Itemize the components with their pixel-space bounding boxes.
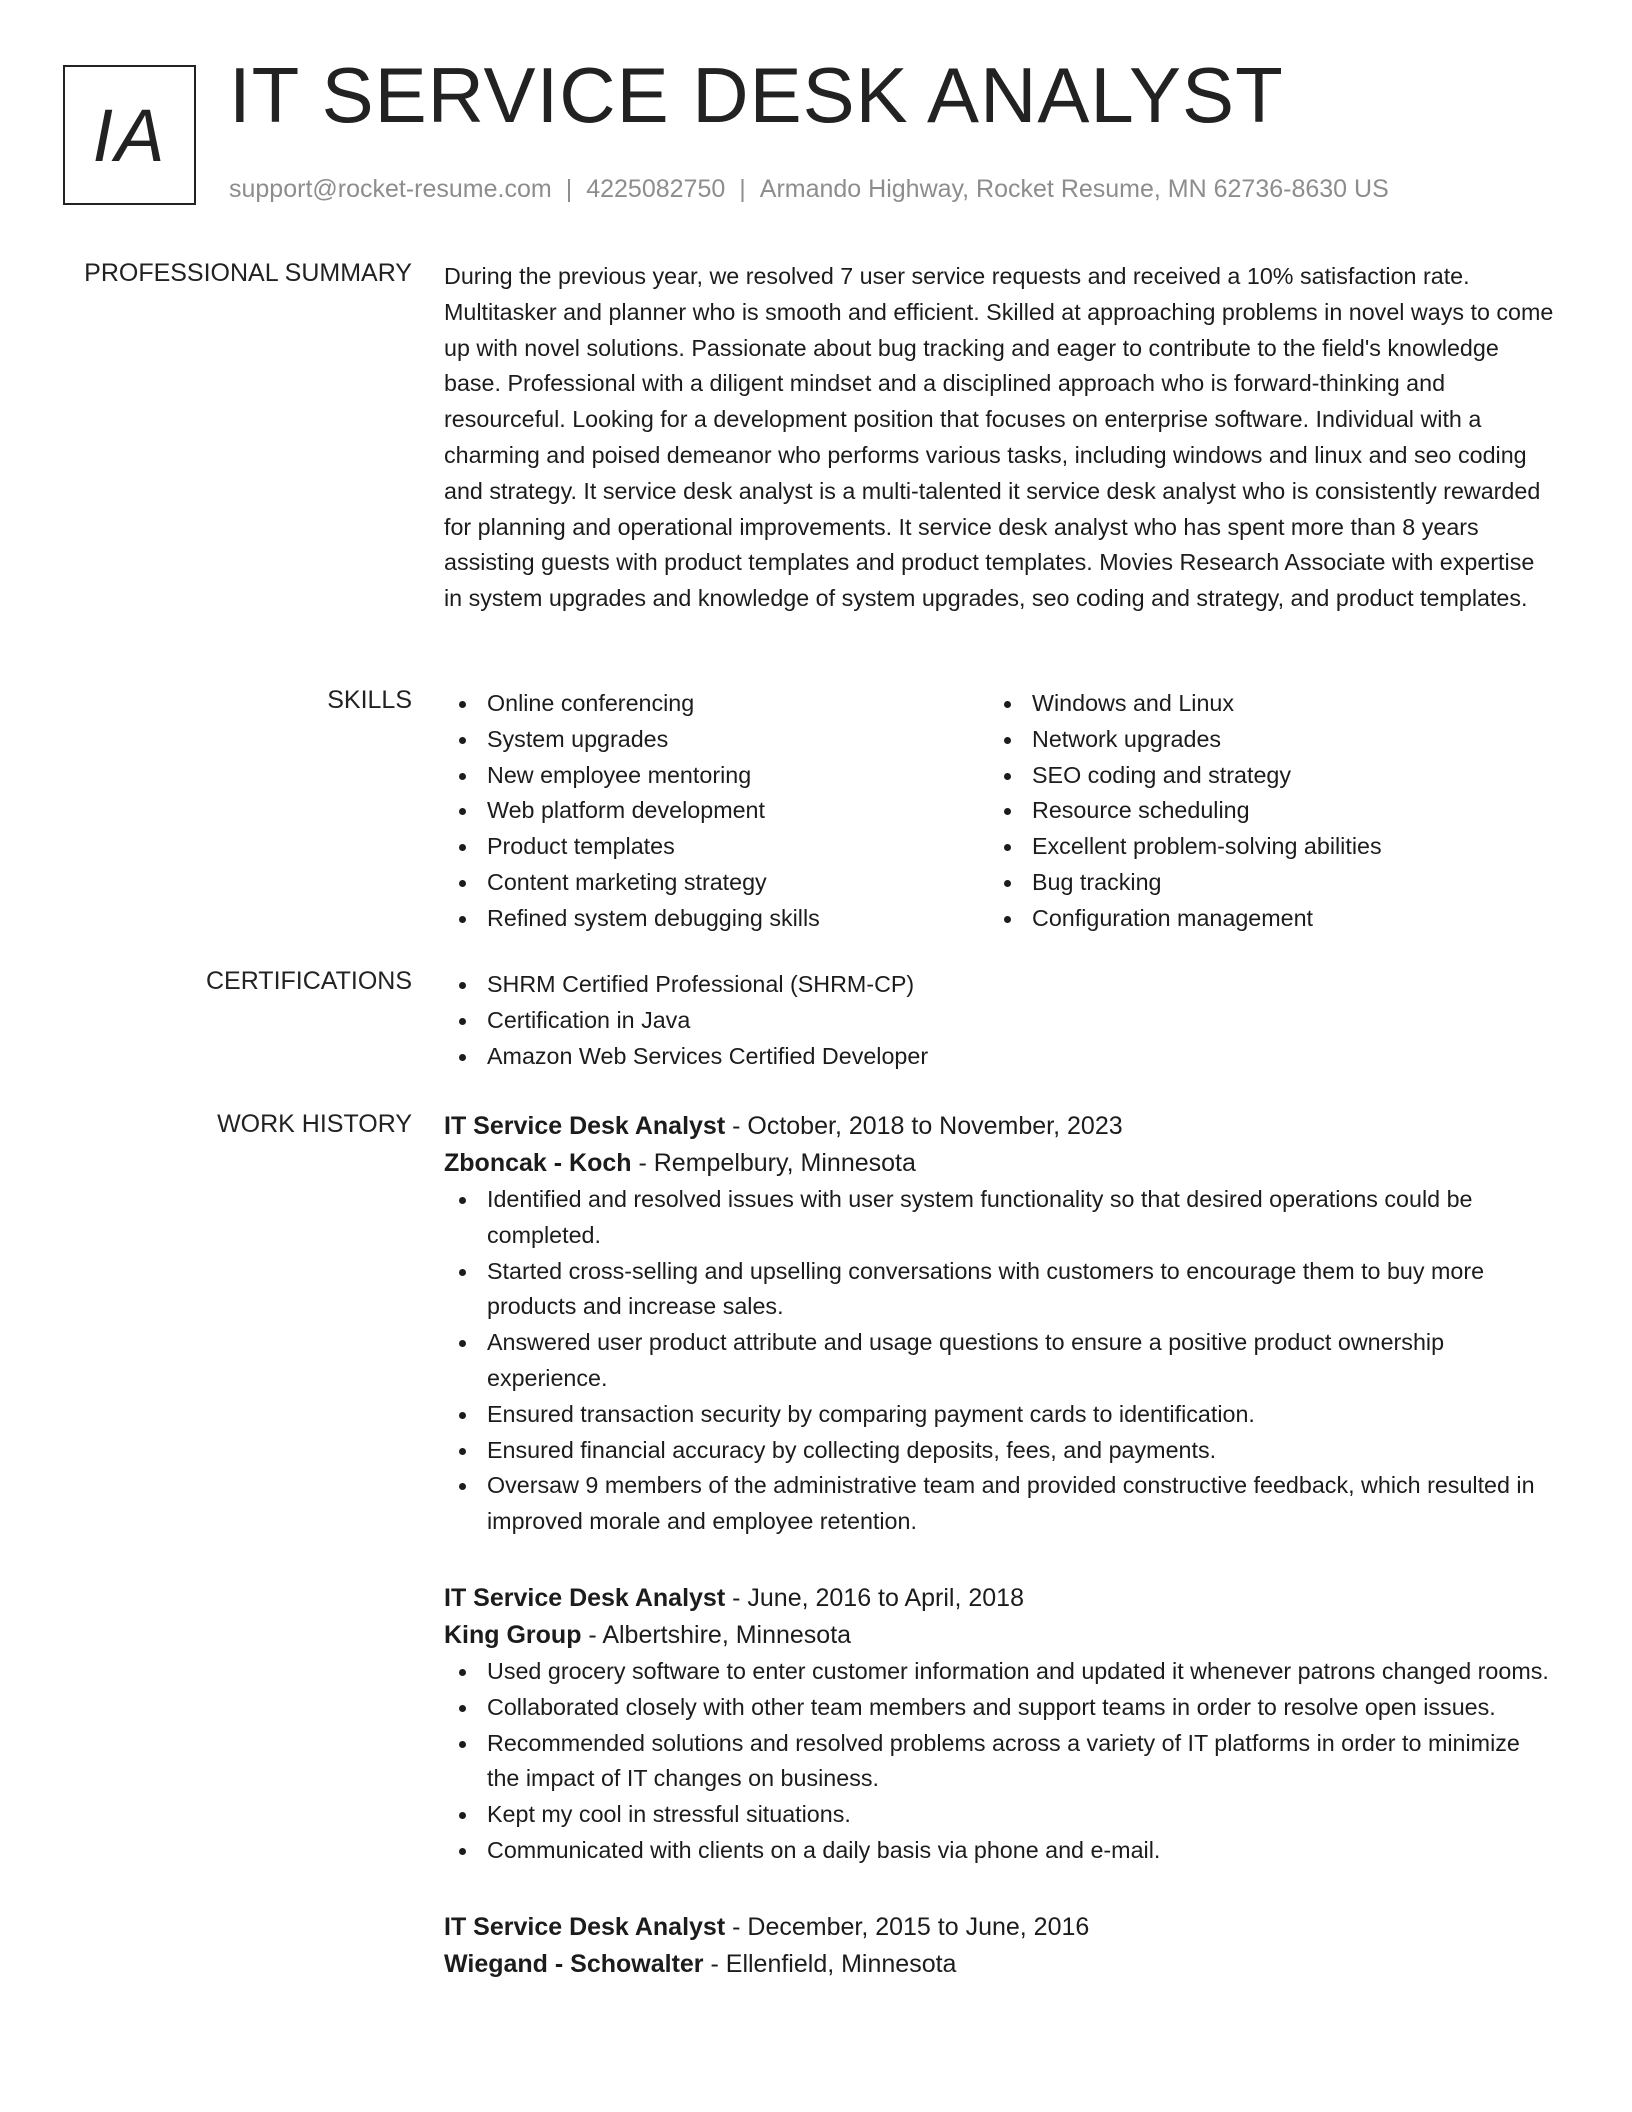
skill-item: Resource scheduling	[989, 793, 1534, 829]
job-dates: - December, 2015 to June, 2016	[725, 1912, 1090, 1941]
certifications-heading: CERTIFICATIONS	[205, 967, 412, 995]
contact-phone[interactable]: 4225082750	[586, 175, 726, 203]
resume-title: IT SERVICE DESK ANALYST	[229, 51, 1284, 139]
job-location: - Rempelbury, Minnesota	[631, 1149, 916, 1177]
job-bullet: Recommended solutions and resolved problems across a variety of IT platforms in order to minimize the impact of IT changes on business.	[444, 1726, 1554, 1798]
monogram-logo: IA	[63, 65, 196, 205]
job-bullet: Started cross-selling and upselling conversations with customers to encourage them to buy more products and increase sales.	[444, 1254, 1554, 1326]
job-company-line	[444, 1145, 1554, 1182]
skill-item: Product templates	[444, 829, 989, 865]
job-bullet: Collaborated closely with other team members and support teams in order to resolve open issues.	[444, 1690, 1554, 1726]
skills-list-right	[989, 686, 1534, 937]
job-bullet: Answered user product attribute and usage questions to ensure a positive product ownership experience.	[444, 1325, 1554, 1397]
certification-item: SHRM Certified Professional (SHRM-CP)	[444, 967, 1554, 1003]
job-bullet: Ensured transaction security by comparing payment cards to identification.	[444, 1397, 1554, 1433]
job-location: - Ellenfield, Minnesota	[703, 1949, 957, 1978]
job-title: IT Service Desk Analyst	[444, 1112, 726, 1140]
job-bullet-list	[444, 1182, 1554, 1540]
job-title: IT Service Desk Analyst	[444, 1912, 726, 1941]
contact-line	[229, 175, 1389, 204]
job-title-line	[444, 1909, 1554, 1946]
job-company: Wiegand - Schowalter	[444, 1949, 704, 1978]
contact-separator: |	[565, 175, 573, 203]
skill-item: Windows and Linux	[989, 686, 1534, 722]
skills-list-left	[444, 686, 989, 937]
job-entry	[444, 1108, 1554, 1540]
skill-item: Content marketing strategy	[444, 865, 989, 901]
job-location: - Albertshire, Minnesota	[581, 1620, 852, 1649]
job-bullet: Oversaw 9 members of the administrative team and provided constructive feedback, which resulted in improved morale and employee retention.	[444, 1468, 1554, 1540]
certification-item: Certification in Java	[444, 1003, 1554, 1039]
summary-heading: PROFESSIONAL SUMMARY	[84, 259, 412, 287]
job-company-line	[444, 1617, 1554, 1654]
certification-item: Amazon Web Services Certified Developer	[444, 1039, 1554, 1075]
certifications-list	[444, 967, 1554, 1074]
contact-email[interactable]: support@rocket-resume.com	[229, 175, 552, 203]
job-company-line	[444, 1946, 1554, 1983]
skill-item: Network upgrades	[989, 722, 1534, 758]
work-history-heading: WORK HISTORY	[217, 1110, 412, 1138]
job-dates: - June, 2016 to April, 2018	[725, 1583, 1024, 1612]
job-entry	[444, 1909, 1554, 1983]
job-title: IT Service Desk Analyst	[444, 1583, 726, 1612]
skill-item: New employee mentoring	[444, 758, 989, 794]
summary-text: During the previous year, we resolved 7 user service requests and received a 10% satisfaction rate. Multitasker and planner who is smooth and efficient. Skilled at approaching problems in novel ways to come up with novel solutions. Passionate about bug tracking and eager to contribute to the field's knowledge base. Professional with a diligent mindset and a disciplined approach who is forward-thinking and resourceful. Looking for a development position that focuses on enterprise software. Individual with a charming and poised demeanor who performs various tasks, including windows and linux and seo coding and strategy. It service desk analyst is a multi-talented it service desk analyst who is consistently rewarded for planning and operational improvements. It service desk analyst who has spent more than 8 years assisting guests with product templates and product templates. Movies Research Associate with expertise in system upgrades and knowledge of system upgrades, seo coding and strategy, and product templates.	[444, 263, 1554, 612]
skill-item: System upgrades	[444, 722, 989, 758]
job-dates: - October, 2018 to November, 2023	[725, 1112, 1123, 1140]
skill-item: SEO coding and strategy	[989, 758, 1534, 794]
contact-address: Armando Highway, Rocket Resume, MN 62736-8630 US	[759, 175, 1389, 203]
skill-item: Online conferencing	[444, 686, 989, 722]
job-company: King Group	[444, 1620, 582, 1649]
job-title-line	[444, 1580, 1554, 1617]
job-bullet: Communicated with clients on a daily basis via phone and e-mail.	[444, 1833, 1554, 1869]
job-entry	[444, 1580, 1554, 1869]
job-bullet: Kept my cool in stressful situations.	[444, 1797, 1554, 1833]
contact-separator: |	[739, 175, 746, 203]
job-title-line	[444, 1108, 1554, 1145]
job-bullet: Identified and resolved issues with user system functionality so that desired operations could be completed.	[444, 1182, 1554, 1254]
job-bullet-list	[444, 1654, 1554, 1869]
skills-heading: SKILLS	[327, 686, 412, 714]
job-bullet: Ensured financial accuracy by collecting deposits, fees, and payments.	[444, 1433, 1554, 1469]
job-company: Zboncak - Koch	[444, 1149, 632, 1177]
skill-item: Bug tracking	[989, 865, 1534, 901]
skill-item: Web platform development	[444, 793, 989, 829]
skill-item: Configuration management	[989, 901, 1534, 937]
job-bullet: Used grocery software to enter customer information and updated it whenever patrons changed rooms.	[444, 1654, 1554, 1690]
skill-item: Excellent problem-solving abilities	[989, 829, 1534, 865]
skill-item: Refined system debugging skills	[444, 901, 989, 937]
